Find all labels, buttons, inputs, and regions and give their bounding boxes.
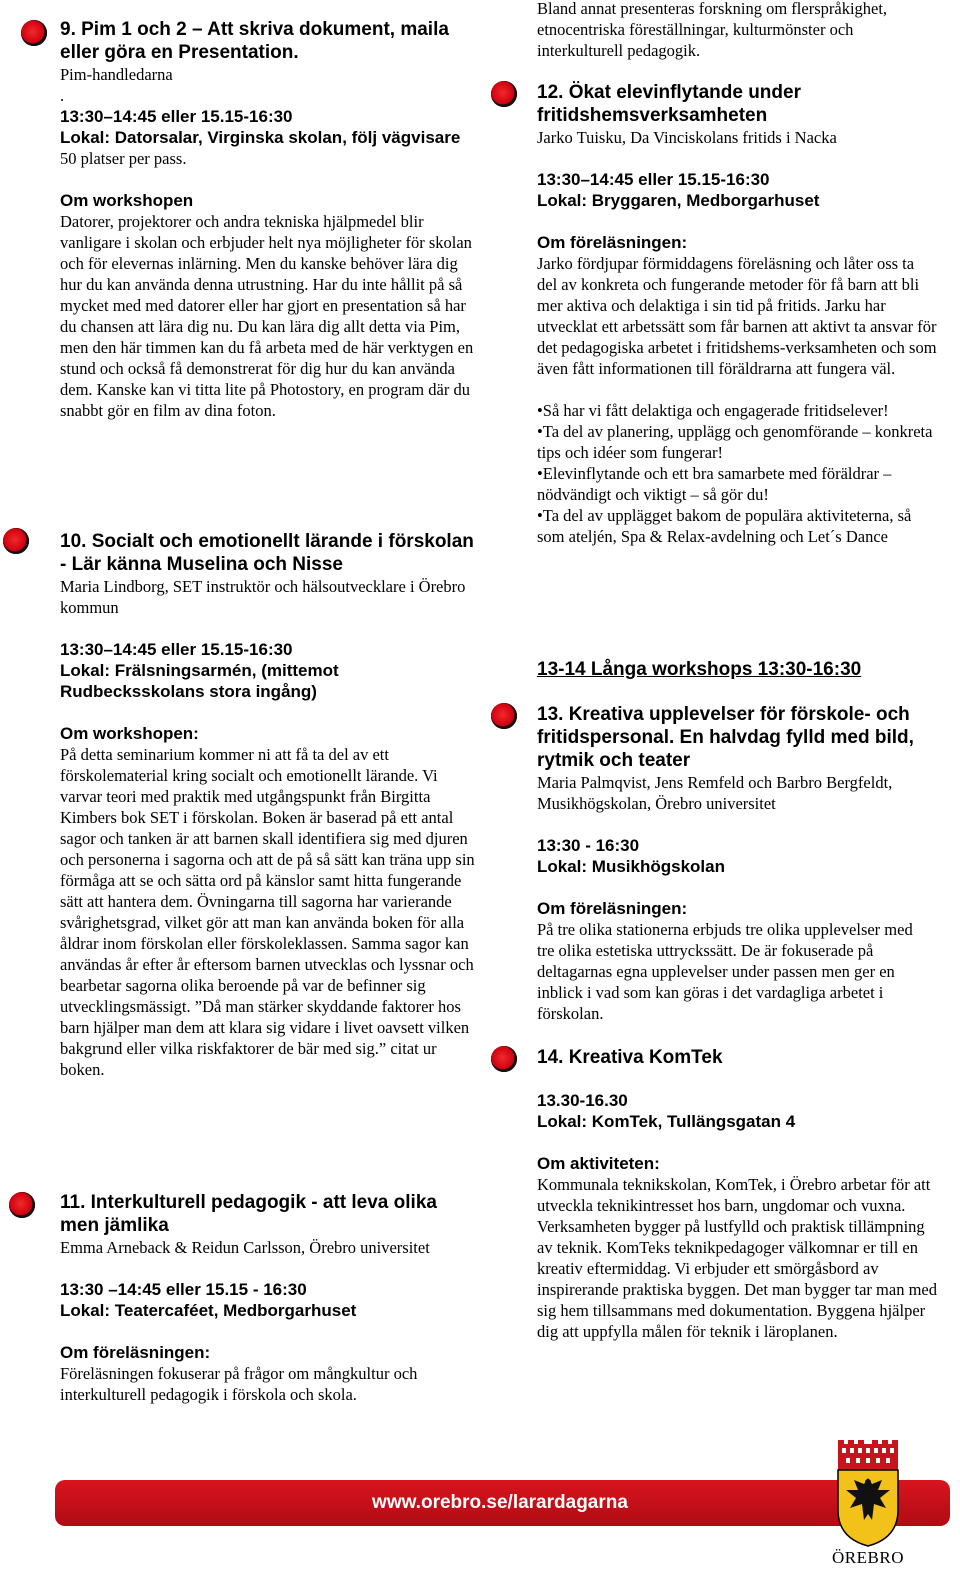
section-12-bullet-item: •Elevinflytande och ett bra samarbete med föräldrar – nödvändigt och viktigt – så gör du!	[537, 464, 892, 504]
section-12-about-text: Jarko fördjupar förmiddagens föreläsning och låter oss ta del av konkreta och fungerande metoder för få barn att bli mer aktiva och delaktiga i sin tid på fritids. Jarku har utvecklat ett arbetssätt som får barnen att aktivt ta ansvar för det pedagogiska arbetet i fritidshems-verksamheten och som även fått informationen till föräldrarna att fungera väl.	[537, 254, 937, 378]
section-11-about-text: Föreläsningen fokuserar på frågor om mångkultur och interkulturell pedagogik i förskola och skola.	[60, 1364, 418, 1404]
section-14	[537, 1046, 937, 1342]
section-9-location: Lokal: Datorsalar, Virginska skolan, följ vägvisare	[60, 128, 461, 147]
footer-url-link[interactable]: www.orebro.se/larardagarna	[372, 1492, 628, 1513]
section-13-presenter: Maria Palmqvist, Jens Remfeld och Barbro Bergfeldt, Musikhögskolan, Örebro universitet	[537, 773, 893, 813]
section-12-bullet-item: •Så har vi fått delaktiga och engagerade fritidselever!	[537, 401, 889, 420]
section-14-about-heading: Om aktiviteten:	[537, 1154, 660, 1173]
section-12-bullet-item: •Ta del av planering, upplägg och genomförande – konkreta tips och idéer som fungerar!	[537, 422, 933, 462]
long-workshops-heading	[537, 658, 937, 681]
section-11-continued-text: Bland annat presenteras forskning om flerspråkighet, etnocentriska föreställningar, kulturmönster och interkulturell pedagogik.	[537, 0, 888, 60]
section-9-about-text: Datorer, projektorer och andra tekniska hjälpmedel blir vanligare i skolan och erbjuder helt nya möjligheter för skolan och för elevernas inlärning. Men du kanske behöver lära dig hur du kan använda denna utrustning. Har du inte hållit på så mycket med med datorer eller har gjort en presentation så har du chansen att lära dig nu. Du kan lära dig allt detta via Pim, men den här timmen kan du få arbeta med de här verktygen en stund och också få demonstrerat för dig hur du kan använda dem. Kanske kan vi titta lite på Photostory, en program där du snabbt gör en film av dina foton.	[60, 212, 474, 420]
section-11-bullet	[9, 1192, 35, 1218]
section-12-title: 12. Ökat elevinflytande under fritidshemsverksamheten	[537, 82, 801, 126]
section-10-bullet	[3, 528, 29, 554]
section-11	[60, 1191, 480, 1405]
section-9-time: 13:30–14:45 eller 15.15-16:30	[60, 107, 293, 126]
section-10-location: Lokal: Frälsningsarmén, (mittemot Rudbecksskolans stora ingång)	[60, 661, 339, 701]
section-14-title: 14. Kreativa KomTek	[537, 1047, 723, 1068]
section-13-location: Lokal: Musikhögskolan	[537, 857, 725, 876]
section-9-capacity: 50 platser per pass.	[60, 149, 187, 168]
section-12-location: Lokal: Bryggaren, Medborgarhuset	[537, 191, 820, 210]
section-9-bullet	[21, 20, 47, 46]
section-13	[537, 703, 937, 1024]
section-14-location: Lokal: KomTek, Tullängsgatan 4	[537, 1112, 796, 1131]
section-11-continued	[537, 0, 937, 61]
section-9	[60, 18, 480, 421]
section-10	[60, 530, 480, 1080]
long-workshops-heading-text: 13-14 Långa workshops 13:30-16:30	[537, 659, 862, 680]
section-11-presenter: Emma Arneback & Reidun Carlsson, Örebro universitet	[60, 1238, 430, 1257]
section-10-title: 10. Socialt och emotionellt lärande i förskolan - Lär känna Muselina och Nisse	[60, 531, 474, 575]
section-12-presenter: Jarko Tuisku, Da Vinciskolans fritids i Nacka	[537, 128, 837, 147]
section-12	[537, 81, 937, 547]
section-9-title: 9. Pim 1 och 2 – Att skriva dokument, maila eller göra en Presentation.	[60, 19, 449, 63]
section-14-time: 13.30-16.30	[537, 1091, 628, 1110]
section-9-presenter: Pim-handledarna	[60, 65, 173, 84]
section-12-time: 13:30–14:45 eller 15.15-16:30	[537, 170, 770, 189]
section-12-bullet	[491, 81, 517, 107]
section-14-bullet	[491, 1046, 517, 1072]
section-13-title: 13. Kreativa upplevelser för förskole- och fritidspersonal. En halvdag fylld med bild, rytmik och teater	[537, 704, 914, 771]
orebro-logo-text: ÖREBRO	[832, 1548, 904, 1567]
section-10-about-heading: Om workshopen:	[60, 724, 199, 743]
section-13-about-text: På tre olika stationerna erbjuds tre olika upplevelser med tre olika estetiska uttryckssätt. De är fokuserade på deltagarnas egna upplevelser under passen men ger en inblick i vad som kan göras i det vardagliga arbetet i förskolan.	[537, 920, 913, 1023]
section-12-about-heading: Om föreläsningen:	[537, 233, 688, 252]
section-10-presenter: Maria Lindborg, SET instruktör och hälsoutvecklare i Örebro kommun	[60, 577, 466, 617]
section-12-bullet-item: •Ta del av upplägget bakom de populära aktiviteterna, så som ateljén, Spa & Relax-avdelning och Let´s Dance	[537, 506, 912, 546]
section-11-about-heading: Om föreläsningen:	[60, 1343, 211, 1362]
section-9-dot-line: .	[60, 86, 65, 105]
section-11-location: Lokal: Teatercaféet, Medborgarhuset	[60, 1301, 357, 1320]
section-10-about-text: På detta seminarium kommer ni att få ta del av ett förskolematerial kring socialt och emotionellt lärande. Vi varvar teori med praktik med utgångspunkt från Birgitta Kimbers bok SET i förskolan. Boken är baserad på ett antal sagor och tanken är att barnen skall identifiera sig med djuren och personerna i sagorna och att de på så sätt kan träna upp sin förmåga att se och sätta ord på känslor samt hitta fungerande sätt att hantera dem. Övningarna till sagorna har varierande svårighetsgrad, vilket gör att man kan använda boken för alla åldrar inom förskolan eller förskoleklassen. Samma sagor kan användas år efter år eftersom barnen utvecklas och lyssnar och bearbetar sagorna olika beroende på var de befinner sig utvecklingsmässigt. ”Då man stärker skyddande faktorer hos barn hjälper man dem att klara sig vidare i livet oavsett vilken bakgrund eller vilka riskfaktorer de bär med sig.” citat ur boken.	[60, 745, 475, 1079]
section-11-time: 13:30 –14:45 eller 15.15 - 16:30	[60, 1280, 307, 1299]
section-13-time: 13:30 - 16:30	[537, 836, 640, 855]
orebro-crest-icon	[836, 1440, 900, 1548]
section-14-about-text: Kommunala teknikskolan, KomTek, i Örebro arbetar för att utveckla teknikintresset hos barn, ungdomar och vuxna. Verksamheten bygger på lustfylld och praktisk tillämpning av teknik. KomTeks teknikpedagoger välkomnar er till en kreativ eftermiddag. Vi erbjuder ett smörgåsbord av inspirerande praktiska byggen. Det man bygger tar man med sig hem tillsammans med dokumentation. Byggena hjälper dig att uppfylla målen för teknik i läroplanen.	[537, 1175, 937, 1341]
section-9-about-heading: Om workshopen	[60, 191, 194, 210]
section-13-about-heading: Om föreläsningen:	[537, 899, 688, 918]
section-11-title: 11. Interkulturell pedagogik - att leva olika men jämlika	[60, 1192, 437, 1236]
section-10-time: 13:30–14:45 eller 15.15-16:30	[60, 640, 293, 659]
section-13-bullet	[491, 703, 517, 729]
